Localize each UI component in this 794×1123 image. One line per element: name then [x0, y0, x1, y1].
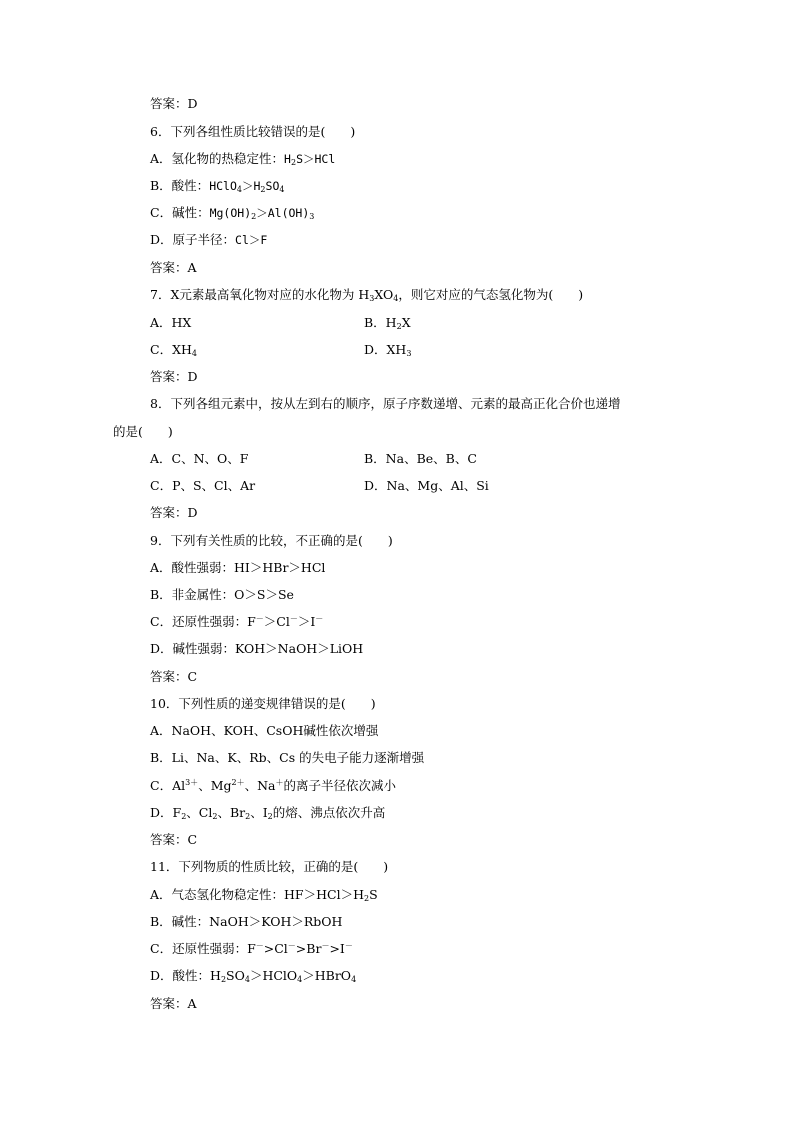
question-10-option-c: C．$Al^{3+}$、$Mg^{2+}$、Na＋的离子半径依次减小: [150, 778, 396, 793]
question-6-option-b: B．酸性：$HClO_4>H_2SO_4$: [150, 178, 285, 194]
question-7-option-c: C．$XH_4$: [150, 342, 197, 358]
question-7-option-b: B．$H_2X$: [364, 315, 411, 331]
question-9-option-d: D．碱性强弱：KOH＞NaOH＞LiOH: [150, 641, 364, 656]
answer-line: 答案：D: [150, 369, 198, 384]
answer-value: A: [187, 260, 197, 275]
answer-value: C: [187, 669, 198, 684]
question-9-stem: 9．下列有关性质的比较，不正确的是( ): [150, 533, 393, 548]
answer-line: 答案：D: [150, 505, 198, 520]
question-number: 8: [150, 396, 158, 411]
question-11-option-b: B．碱性：NaOH＞KOH＞RbOH: [150, 914, 343, 929]
question-number: 6: [150, 124, 158, 139]
question-6-option-c: C．碱性：$Mg(OH)_2>Al(OH)_3$: [150, 205, 315, 221]
answer-line: 答案：C: [150, 669, 198, 684]
question-number: 9: [150, 533, 158, 548]
question-11-stem: 11．下列物质的性质比较，正确的是( ): [150, 859, 389, 874]
question-7-option-d: D．$XH_3$: [364, 342, 412, 358]
question-8-option-a: A．C、N、O、F: [150, 451, 249, 466]
answer-line: [150, 96, 198, 112]
question-6-option-a: A．氢化物的热稳定性：$H_2S>HCl$: [150, 151, 336, 167]
question-9-option-b: B．非金属性：O＞S＞Se: [150, 587, 294, 602]
answer-value: D: [187, 505, 198, 520]
question-number: 11: [150, 859, 166, 874]
question-text: ．下列各组性质比较错误的是( ): [157, 124, 356, 139]
answer-line: 答案：C: [150, 832, 198, 847]
question-9-option-c: C．还原性强弱：F－＞Cl－＞I－: [150, 614, 324, 629]
question-10-option-d: D．$F_2$、$Cl_2$、$Br_2$、$I_2$的熔、沸点依次升高: [150, 805, 386, 821]
question-9-option-a: A．酸性强弱：HI＞HBr＞HCl: [150, 560, 326, 575]
question-8-option-d: D．Na、Mg、Al、Si: [364, 478, 489, 493]
question-8-stem-continued: 的是( ): [113, 424, 173, 439]
answer-value: A: [187, 996, 197, 1011]
question-11-option-d: D．酸性：$H_2SO_4>HClO_4>HBrO_4$: [150, 968, 357, 984]
question-11-option-c: C．还原性强弱：F－>Cl－>Br－>I－: [150, 941, 353, 956]
question-8-option-b: B．Na、Be、B、C: [364, 451, 477, 466]
question-8-option-c: C．P、S、Cl、Ar: [150, 478, 256, 493]
answer-line: 答案：A: [150, 996, 197, 1011]
answer-value: C: [187, 832, 198, 847]
question-7-stem: 7．X元素最高氧化物对应的水化物为 $H_3XO_4$，则它对应的气态氢化物为( ): [150, 287, 584, 303]
question-number: 7: [150, 287, 158, 302]
answer-label: 答案：: [150, 96, 188, 111]
answer-value: D: [187, 369, 198, 384]
question-8-stem: 8．下列各组元素中，按从左到右的顺序，原子序数递增、元素的最高正化合价也递增: [150, 396, 621, 411]
answer-line: 答案：A: [150, 260, 197, 275]
question-6-stem: [150, 124, 355, 140]
question-10-stem: 10．下列性质的递变规律错误的是( ): [150, 696, 376, 711]
question-6-option-d: D．原子半径：Cl＞F: [150, 232, 268, 247]
question-7-option-a: A．HX: [150, 315, 192, 330]
answer-value: D: [187, 96, 198, 111]
question-11-option-a: A．气态氢化物稳定性：$HF>HCl>H_2S$: [150, 887, 378, 903]
question-10-option-b: B．Li、Na、K、Rb、Cs 的失电子能力逐渐增强: [150, 750, 425, 765]
question-10-option-a: A．NaOH、KOH、CsOH碱性依次增强: [150, 723, 379, 738]
question-number: 10: [150, 696, 166, 711]
